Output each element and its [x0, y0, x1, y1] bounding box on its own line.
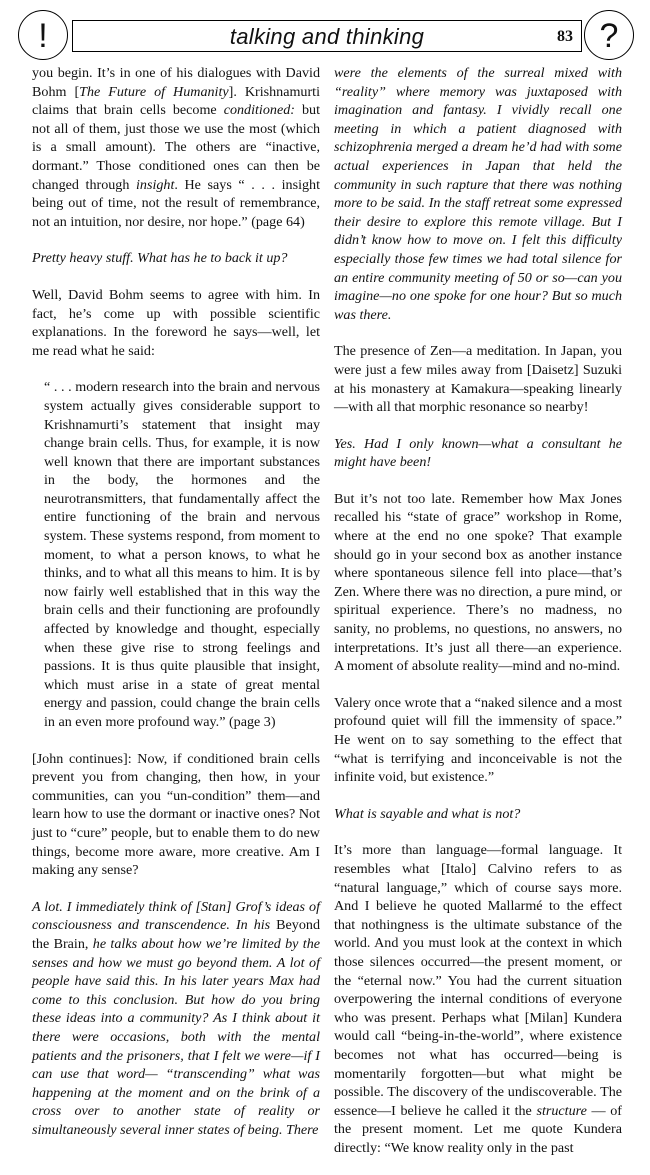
running-title: talking and thinking [229, 24, 425, 49]
title-bar [72, 20, 582, 52]
paragraph: The presence of Zen—a meditation. In Japan, you were just a few miles away from [Daisetz] Suzuki at his monastery at Kamakura—speaking linearly—with all that morphic resonance so nearby! [334, 343, 622, 416]
paragraph: Valery once wrote that a “naked silence and a most profound quiet will fill the immensity of space.” He went on to say something to the effect that “what is terrifying and inconceivable is not the infinite void, but existence.” [334, 694, 622, 786]
interviewee-answer: What is sayable and what is not? [334, 805, 521, 822]
paragraph: It’s more than language—formal language. It resembles what [Italo] Calvino refers to as “natural language,” which of course says more. And I believe he quoted Mallarmé to the effect that nothingness is the ultimate substance of the world. And you must look at the context in which those silences occurred—the present moment, or the “eternal now.” You had the current situation overpowering the internal conditions of everyone who was present. Perhaps what [Milan] Kundera would call “being-in-the-world”, where existence becomes not what has occurred—being is momentarily forgotten—but what might be possible. The discovery of the undiscoverable. The essence—I believe he called it the structure — of the present moment. Let me quote Kundera directly: “We know reality only in the past [334, 842, 622, 1156]
interviewee-answer: were the elements of the surreal mixed with “reality” where memory was juxtaposed with imagination and fantasy. I vividly recall one meeting in which a patient diagnosed with schizophrenia merged a dream he’d had with some actual experiences in Japan that held the community in such rapture that there was nothing more to be said. In the staff retreat some expressed their desire to explore this remote village. But I didn’t know how to move on. I felt this difficulty especially those few times we had total silence for an entire community meeting of 50 or so—can you imagine—no one spoke for one hour? But so much was there. [334, 65, 622, 323]
book-title: Beyond the Brain, [32, 917, 320, 952]
block-quote: “ . . . modern research into the brain and nervous system actually gives considerable support to Krishnamurti’s statement that insight may change brain cells. Thus, for example, it is now well known that there are important substances in the body, the hormones and the neurotransmitters, that fundamentally affect the entire functioning of the brain and nervous system. These systems respond, from moment to moment, to what a person knows, to what he thinks, and to what all this means to him. It is by now fairly well established that in this way the brain cells and their functioning are profoundly affected by knowledge and thought, especially when these give rise to strong feelings and passions. It is thus quite plausible that insight, which must arise in a state of great mental energy and passion, could change the brain cells in an even more profound way.” (page 3) [44, 379, 320, 730]
page-header [0, 0, 650, 66]
exclamation-icon: ! [18, 10, 68, 60]
paragraph: you begin. It’s in one of his dialogues with David Bohm [The Future of Humanity]. Krishnamurti claims that brain cells become conditioned: but not all of them, just those we use the most (which is a small amount). The others are “inactive, dormant.” Those conditioned ones can then be changed through insight. He says “ . . . insight being out of time, not the result of remembrance, not an intuition, nor desire, nor hope.” (page 64) [32, 65, 320, 230]
interviewee-answer: Yes. Had I only known—what a consultant he might have been! [334, 435, 622, 471]
paragraph: But it’s not too late. Remember how Max Jones recalled his “state of grace” workshop in Rome, where at the end no one spoke? That example should go in your second box as another instance where spontaneous silence fell into place—that’s Zen. Where there was no direction, a pure mind, or spiritual experience. There’s no madness, no sanity, no problems, no questions, no answers, no interpretations. It’s just all there—an experience. A moment of absolute reality—mind and no-mind. [334, 490, 622, 675]
interviewer-question: Pretty heavy stuff. What has he to back it up? [32, 250, 288, 267]
interviewee-answer: A lot. I immediately think of [Stan] Grof’s ideas of consciousness and transcendence. In his Beyond the Brain, he talks about how we’re limited by the senses and how we must go beyond them. A lot of people have said this. In his later years Max had come to this conclusion. But how do you bring these ideas into a community? As I think about it there were occasions, both with the mental patients and the prisoners, that I felt we were—if I can use that word— “transcending” what was happening at the moment and on the brink of a cross over to another state of reality or simultaneously several inner states of being. There [32, 898, 321, 1138]
left-column [32, 64, 320, 1157]
question-mark-icon: ? [584, 10, 634, 60]
book-title: The Future of Humanity [79, 83, 229, 100]
paragraph: Well, David Bohm seems to agree with him. In fact, he’s come up with possible scientific explanations. In the foreword he says—well, let me read what he said: [32, 286, 320, 359]
page-number: 83 [557, 28, 573, 45]
right-column [334, 64, 622, 1175]
paragraph: [John continues]: Now, if conditioned brain cells prevent you from changing, then how, in your communities, can you “un-condition” them—and learn how to use the dormant or inactive ones? Not just to “cure” people, but to enable them to do new things, become more aware, more creative. Am I making any sense? [32, 750, 320, 879]
